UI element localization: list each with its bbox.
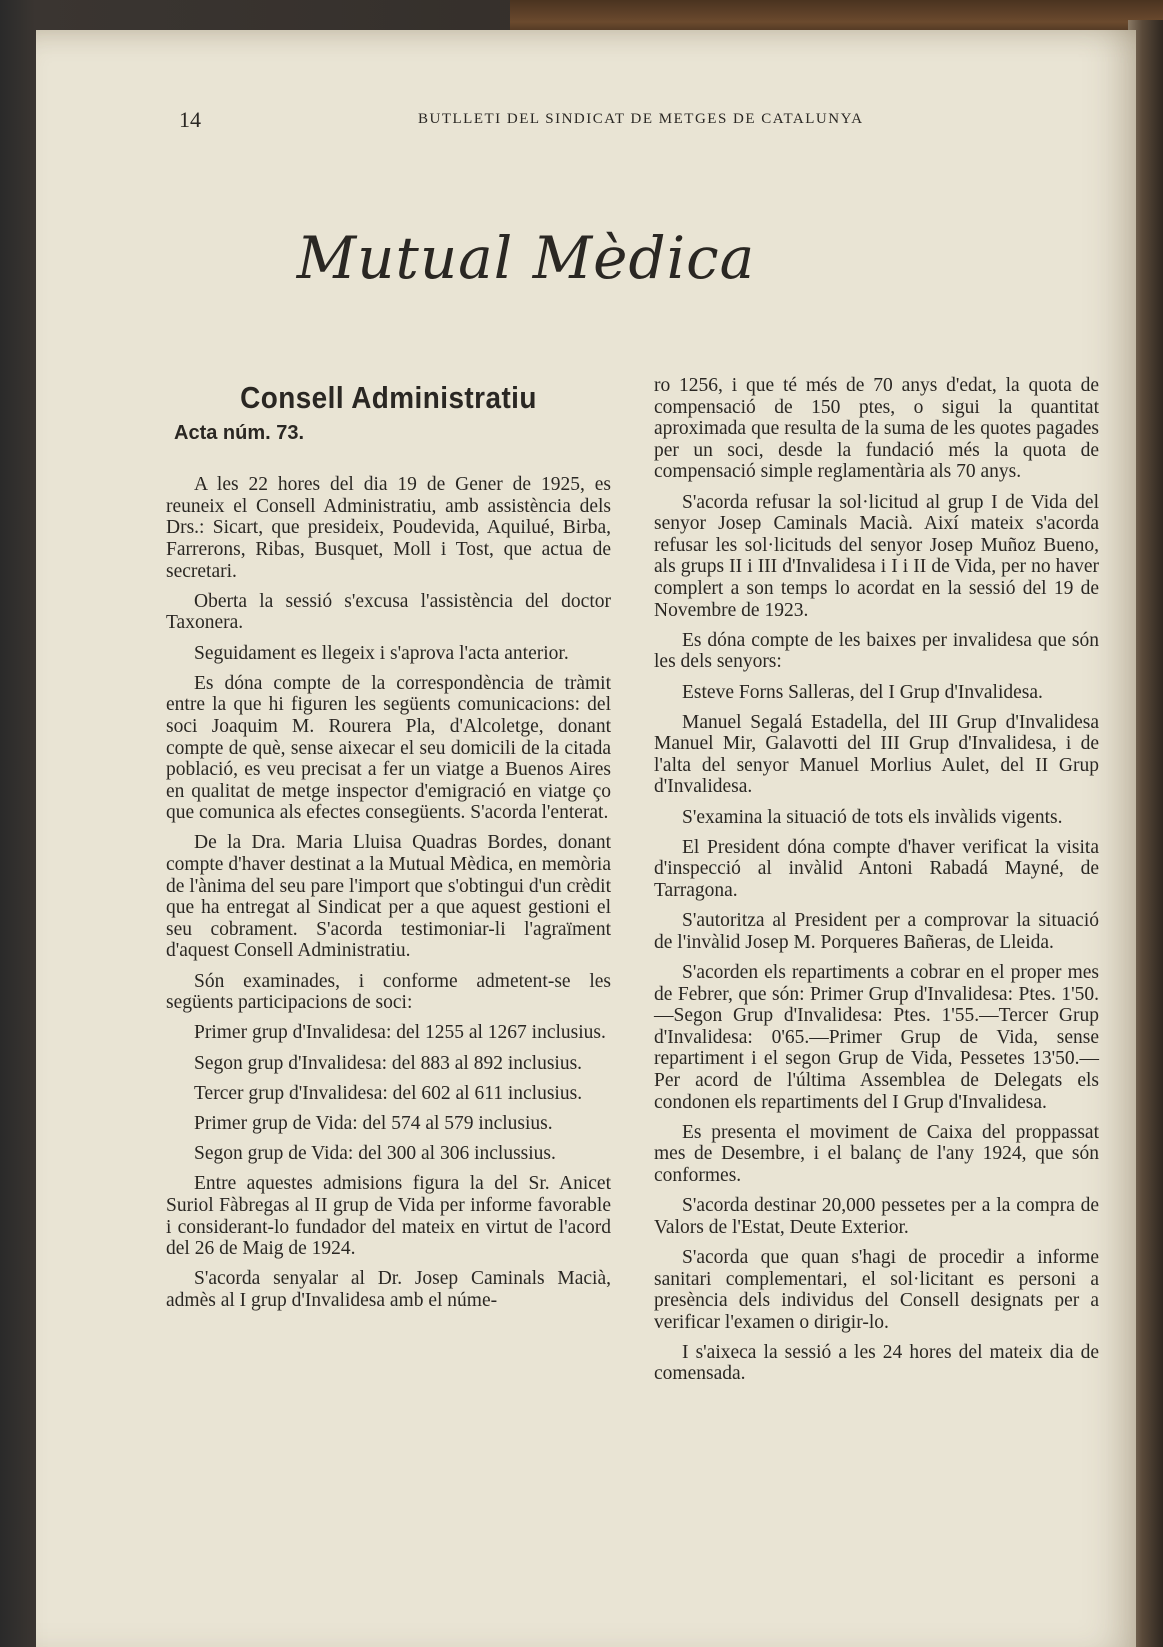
running-header: BUTLLETI DEL SINDICAT DE METGES DE CATALUNYA xyxy=(418,111,864,127)
paragraph: Segon grup d'Invalidesa: del 883 al 892 inclusius. xyxy=(194,1052,583,1074)
page-number: 14 xyxy=(179,107,201,132)
left-column xyxy=(166,375,611,1320)
paragraph: S'acorda refusar la sol·licitud al grup I de Vida del senyor Josep Caminals Macià. Així mateix s'acorda refusar les sol·licituds del senyor Josep Muñoz Bueno, als grups II i III d'Invalidesa i I i II de Vida, per no haver complert a son temps lo acordat en la sessió del 19 de Novembre de 1923. xyxy=(654,491,1099,621)
paragraph: El President dóna compte d'haver verificat la visita d'inspecció al invàlid Antoni Rabadá Mayné, de Tarragona. xyxy=(654,836,1099,902)
paragraph: Primer grup de Vida: del 574 al 579 inclusius. xyxy=(194,1112,553,1134)
paragraph: Es presenta el moviment de Caixa del proppassat mes de Desembre, i el balanç de l'any 1924, que són conformes. xyxy=(654,1121,1099,1186)
paragraph: Manuel Segalá Estadella, del III Grup d'Invalidesa Manuel Mir, Galavotti del III Grup d'Invalidesa, i de l'alta del senyor Manuel Morlius Aulet, del II Grup d'Invalidesa. xyxy=(654,711,1099,798)
paragraph: Seguidament es llegeix i s'aprova l'acta anterior. xyxy=(194,642,569,664)
paragraph: Es dóna compte de la correspondència de tràmit entre la que hi figuren les següents comunicacions: del soci Joaquim M. Rourera Pla, d'Alcoletge, donant compte de què, sense aixecar el seu domicili de la citada població, es veu precisat a fer un viatge a Buenos Aires en qualitat de metge inspector d'emigració en viatge ço que comunica als efectes consegüents. S'acorda l'enterat. xyxy=(166,672,611,824)
masthead-title: Mutual Mèdica xyxy=(296,224,756,292)
paragraph: S'acorden els repartiments a cobrar en el proper mes de Febrer, que són: Primer Grup d'Invalidesa: Ptes. 1'50.—Segon Grup d'Invalidesa: Ptes. 1'55.—Tercer Grup d'Invalidesa: 0'65.—Primer Grup de Vida, sense repartiment i el segon Grup de Vida, Pessetes 13'50.—Per acord de l'última Assemblea de Delegats els condonen els repartiments del I Grup d'Invalidesa. xyxy=(654,962,1099,1113)
paragraph: S'acorda que quan s'hagi de procedir a informe sanitari complementari, el sol·licitant es personi a presència dels individus del Consell designats per a verificar l'examen o dirigir-lo. xyxy=(654,1246,1099,1333)
paragraph: S'acorda destinar 20,000 pessetes per a la compra de Valors de l'Estat, Deute Exterior. xyxy=(654,1195,1099,1238)
paragraph: Entre aquestes admisions figura la del Sr. Anicet Suriol Fàbregas al II grup de Vida per informe favorable i considerant-lo fundador del mateix en virtut de l'acord del 26 de Maig de 1924. xyxy=(166,1173,611,1260)
paragraph: Tercer grup d'Invalidesa: del 602 al 611 inclusius. xyxy=(194,1082,583,1104)
paragraph: Oberta la sessió s'excusa l'assistència del doctor Taxonera. xyxy=(166,590,611,634)
paragraph: S'examina la situació de tots els invàlids vigents. xyxy=(682,806,1063,828)
right-column xyxy=(654,375,1099,1394)
paragraph: I s'aixeca la sessió a les 24 hores del mateix dia de comensada. xyxy=(654,1341,1099,1385)
paragraph: ro 1256, i que té més de 70 anys d'edat, la quota de compensació de 150 ptes, o sigui la quantitat aproximada que resulta de la suma de les quotes pagades per un soci, desde la fundació més la quota de compensació simple reglamentària als 70 anys. xyxy=(654,375,1099,483)
paragraph: Esteve Forns Salleras, del I Grup d'Invalidesa. xyxy=(682,681,1043,703)
paragraph: De la Dra. Maria Lluisa Quadras Bordes, donant compte d'haver destinat a la Mutual Mèdica, en memòria de l'ànima del seu pare l'import que s'obtingui d'un crèdit que ha entregat al Sindicat per a que aquest gestioni el seu cobrament. S'acorda testimoniar-li l'agraïment d'aquest Consell Administratiu. xyxy=(166,832,611,962)
paragraph: S'autoritza al President per a comprovar la situació de l'invàlid Josep M. Porqueres Bañeras, de Lleida. xyxy=(654,910,1099,953)
paragraph: Es dóna compte de les baixes per invalidesa que són les dels senyors: xyxy=(654,629,1099,673)
paragraph: Segon grup de Vida: del 300 al 306 inclussius. xyxy=(194,1143,556,1165)
paragraph: Són examinades, i conforme admetent-se les següents participacions de soci: xyxy=(166,970,611,1014)
section-title: Consell Administratiu xyxy=(240,380,537,415)
acta-number: Acta núm. 73. xyxy=(174,421,305,444)
paragraph: Primer grup d'Invalidesa: del 1255 al 1267 inclusius. xyxy=(194,1022,606,1044)
paragraph: S'acorda senyalar al Dr. Josep Caminals Macià, admès al I grup d'Invalidesa amb el núme- xyxy=(166,1268,611,1311)
document-page xyxy=(36,30,1136,1647)
paragraph: A les 22 hores del dia 19 de Gener de 1925, es reuneix el Consell Administratiu, amb assistència dels Drs.: Sicart, que presideix, Poudevida, Aquilué, Birba, Farrerons, Ribas, Busquet, Moll i Tost, que actua de secretari. xyxy=(166,474,611,582)
